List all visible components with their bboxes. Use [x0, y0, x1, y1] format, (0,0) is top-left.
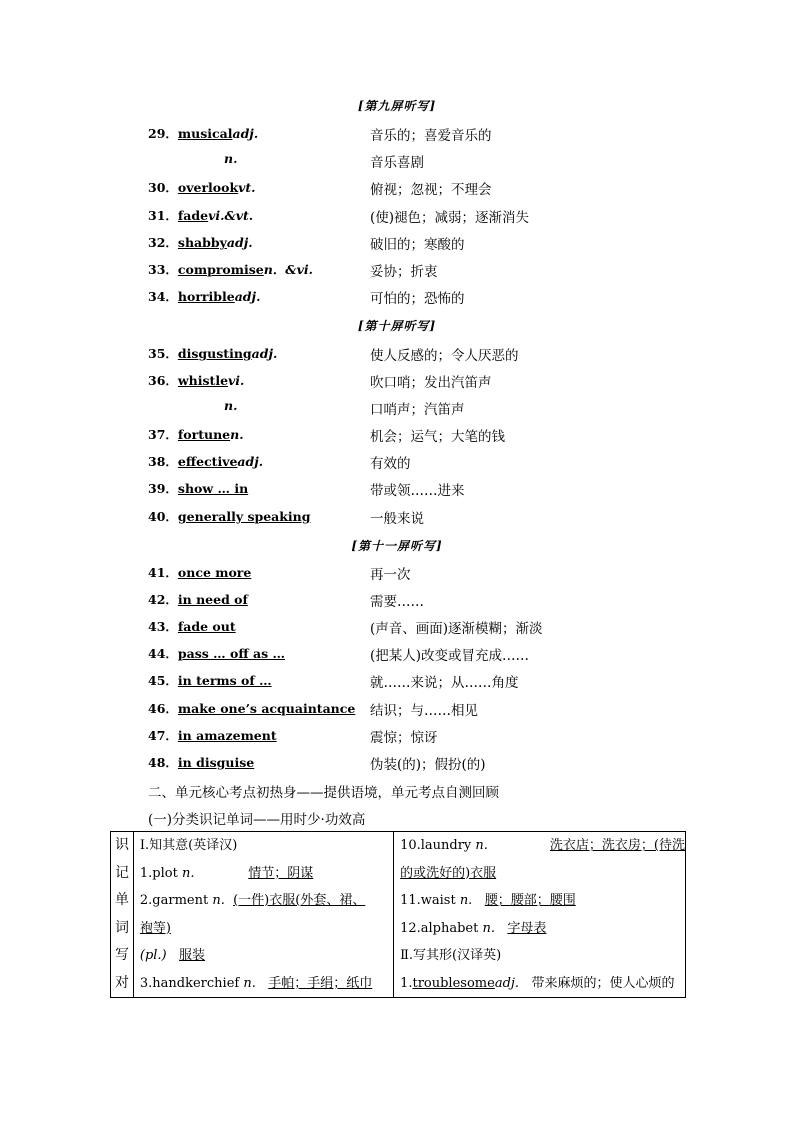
vocab-item — [0, 371, 794, 393]
vocab-item — [0, 590, 794, 612]
table-row: 袍等) — [139, 920, 171, 936]
vocab-term: 45．in terms of … — [148, 673, 272, 688]
vocab-term: 31．fadevi.&vt. — [148, 208, 254, 223]
table-right-heading: Ⅱ.写其形(汉译英) — [400, 948, 502, 963]
vocab-meaning: 破旧的；寒酸的 — [370, 237, 465, 253]
vocab-item — [0, 479, 794, 501]
vocab-item — [0, 452, 794, 474]
vocab-meaning: 音乐的；喜爱音乐的 — [370, 128, 492, 144]
vocab-term: 30．overlookvt. — [148, 180, 256, 195]
vocab-term: 47．in amazement — [148, 728, 277, 743]
table-row: 11.waist n. 腰；腰部；腰围 — [400, 893, 576, 908]
heading-2: 二、单元核心考点初热身——提供语境，单元考点自测回顾 — [148, 785, 499, 801]
table-left-heading: Ⅰ.知其意(英译汉) — [139, 838, 238, 853]
section-header-10: [第十屏听写] — [357, 319, 437, 333]
vocab-meaning: 震惊；惊讶 — [370, 730, 438, 746]
vocab-meaning: 使人反感的；令人厌恶的 — [370, 348, 519, 364]
vocab-term: 32．shabbyadj. — [148, 235, 253, 250]
section-header-11: [第十一屏听写] — [351, 539, 443, 553]
vocab-item — [0, 124, 794, 146]
vocab-meaning: 口哨声；汽笛声 — [370, 402, 465, 418]
vocab-meaning: 就……来说；从……角度 — [370, 675, 519, 691]
vocab-term: 33．compromisen．&vi. — [148, 262, 313, 277]
vocab-term: 48．in disguise — [148, 755, 255, 770]
table-side-label: 识 记 单 词 写 对 — [111, 832, 134, 998]
vocab-term: 29．musicaladj. — [148, 126, 259, 141]
vocab-item — [0, 425, 794, 447]
vocab-meaning: 俯视；忽视；不理会 — [370, 182, 492, 198]
table-row: 的或洗好的)衣服 — [400, 865, 497, 881]
table-row: (pl.) 服装 — [139, 948, 206, 963]
vocab-term: 43．fade out — [148, 619, 236, 634]
vocab-item — [0, 753, 794, 775]
vocab-item — [0, 260, 794, 282]
vocab-meaning: (把某人)改变或冒充成…… — [370, 648, 530, 664]
vocab-meaning: 再一次 — [370, 567, 411, 583]
vocab-meaning: (声音、画面)逐渐模糊；渐淡 — [370, 621, 543, 637]
vocab-item — [0, 617, 794, 639]
vocab-meaning: (使)褪色；减弱；逐渐消失 — [370, 210, 530, 226]
vocab-meaning: 机会；运气；大笔的钱 — [370, 429, 505, 445]
vocab-pos: n. — [224, 151, 238, 166]
vocab-meaning: 一般来说 — [370, 511, 424, 527]
table-row: 1.troublesomeadj. 带来麻烦的；使人心烦的 — [400, 975, 675, 991]
table-row: 1.plot n. 情节；阴谋 — [139, 865, 314, 881]
vocab-item — [0, 726, 794, 748]
vocab-table — [110, 831, 686, 998]
vocab-term: 42．in need of — [148, 592, 248, 607]
vocab-term: 40．generally speaking — [148, 509, 311, 524]
table-right-column — [394, 832, 686, 998]
table-row: 10.laundry n. 洗衣店；洗衣房；(待洗 — [400, 838, 685, 853]
vocab-item — [0, 507, 794, 529]
vocab-meaning: 音乐喜剧 — [370, 155, 424, 171]
vocab-term: 34．horribleadj. — [148, 289, 261, 304]
table-row: 3.handkerchief n. 手帕；手绢；纸巾 — [139, 975, 373, 991]
vocab-meaning: 有效的 — [370, 456, 411, 472]
vocab-term: 44．pass … off as … — [148, 646, 285, 661]
vocab-item — [0, 398, 794, 420]
vocab-term: 46．make one’s acquaintance — [148, 701, 356, 716]
vocab-meaning: 需要…… — [370, 594, 424, 610]
vocab-meaning: 结识；与……相见 — [370, 703, 478, 719]
table-left-column — [133, 832, 393, 998]
vocab-item — [0, 287, 794, 309]
table-row: 12.alphabet n. 字母表 — [400, 920, 547, 936]
vocab-meaning: 带或领……进来 — [370, 483, 465, 499]
section-header-9: [第九屏听写] — [357, 99, 437, 113]
vocab-term: 35．disgustingadj. — [148, 346, 278, 361]
vocab-term: 37．fortunen. — [148, 427, 244, 442]
vocab-term: 39．show … in — [148, 481, 249, 496]
table-row: 2.garment n. (一件)衣服(外套、裙、 — [139, 893, 366, 908]
vocab-item — [0, 344, 794, 366]
heading-3: (一)分类识记单词——用时少·功效高 — [148, 812, 366, 828]
vocab-item — [0, 178, 794, 200]
vocab-item — [0, 233, 794, 255]
vocab-meaning: 妥协；折衷 — [370, 264, 438, 280]
vocab-item — [0, 699, 794, 721]
vocab-pos: n. — [224, 398, 238, 413]
vocab-item — [0, 206, 794, 228]
vocab-meaning: 吹口哨；发出汽笛声 — [370, 375, 492, 391]
vocab-item — [0, 563, 794, 585]
vocab-item — [0, 151, 794, 173]
vocab-item — [0, 671, 794, 693]
vocab-meaning: 伪装(的)；假扮(的) — [370, 757, 486, 773]
vocab-term: 38．effectiveadj. — [148, 454, 264, 469]
vocab-term: 41．once more — [148, 565, 252, 580]
vocab-item — [0, 644, 794, 666]
vocab-meaning: 可怕的；恐怖的 — [370, 291, 465, 307]
vocab-term: 36．whistlevi. — [148, 373, 245, 388]
